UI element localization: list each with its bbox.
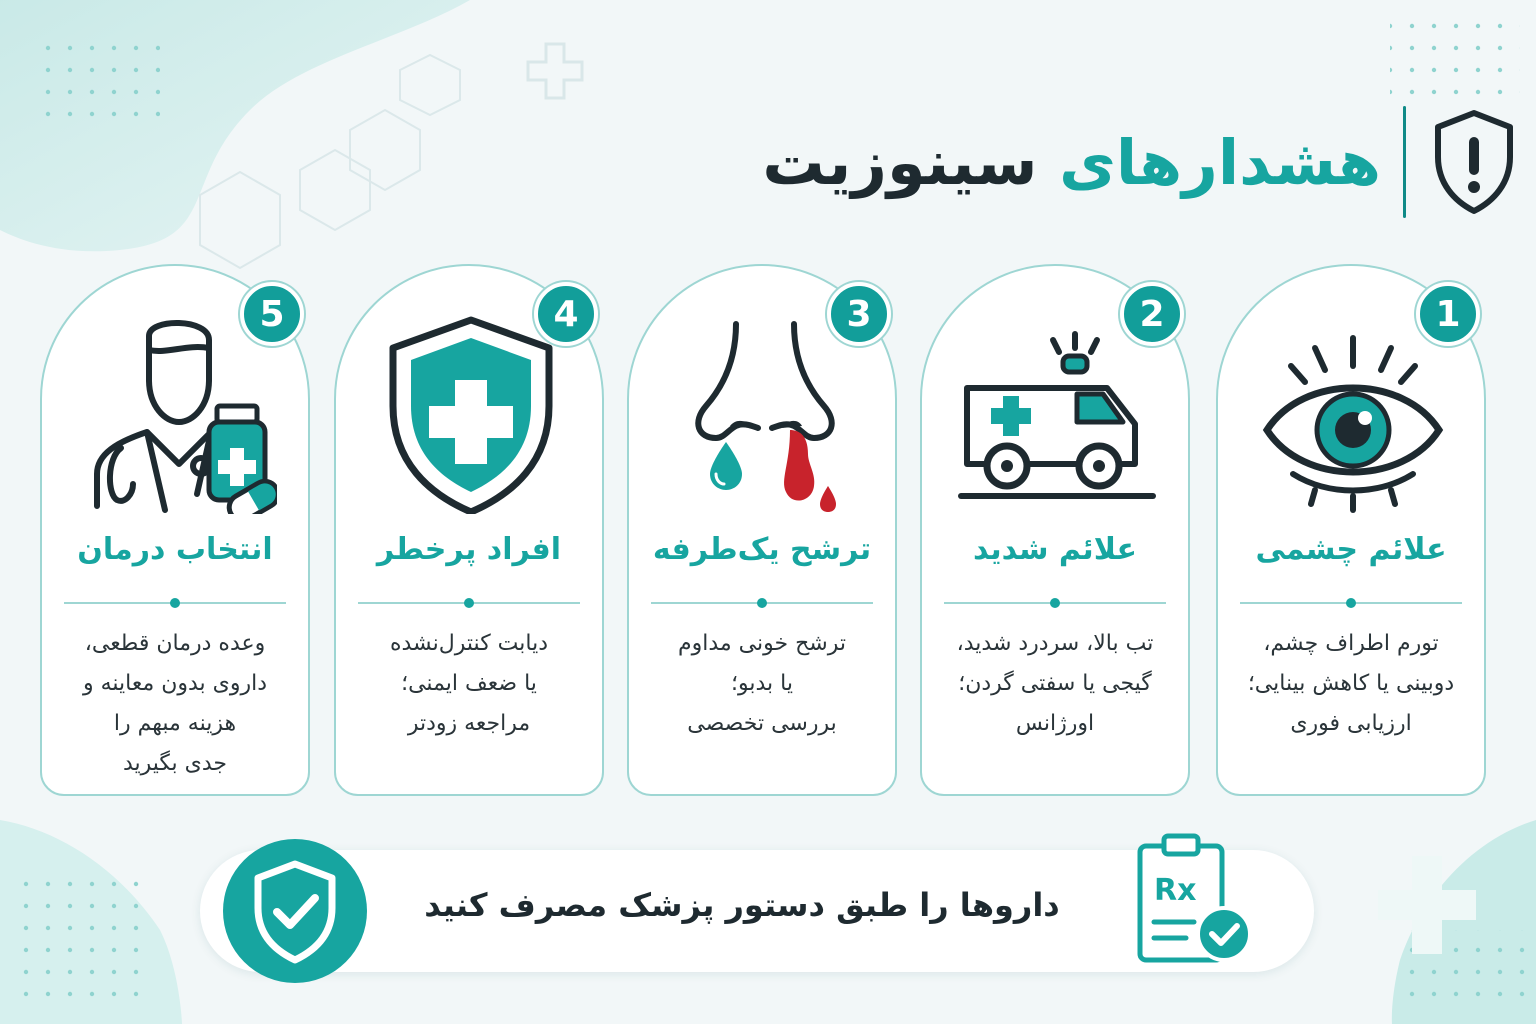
card-title: علائم شدید bbox=[973, 532, 1137, 567]
card-description bbox=[350, 624, 588, 744]
title-divider bbox=[1403, 106, 1406, 218]
card-title: افراد پرخطر bbox=[376, 532, 562, 567]
card-line: ارزیابی فوری bbox=[1290, 711, 1412, 736]
footer-banner bbox=[200, 850, 1314, 972]
nose-bleeding-icon bbox=[664, 314, 864, 514]
card-description bbox=[1232, 624, 1470, 744]
shield-plus-icon bbox=[371, 314, 571, 514]
card-number: 1 bbox=[1416, 282, 1480, 346]
svg-text:Rx: Rx bbox=[1154, 873, 1197, 908]
card-description bbox=[643, 624, 881, 744]
card-title: ترشح یک‌طرفه bbox=[652, 532, 872, 567]
ambulance-icon bbox=[957, 314, 1157, 514]
card-line: دیابت کنترل‌نشده bbox=[389, 631, 549, 656]
card-one-sided-discharge bbox=[627, 264, 897, 796]
card-line: جدی بگیرید bbox=[122, 751, 228, 776]
card-severe-symptoms bbox=[920, 264, 1190, 796]
card-line: گیجی یا سفتی گردن؛ bbox=[958, 671, 1152, 696]
card-number: 4 bbox=[534, 282, 598, 346]
card-line: داروی بدون معاینه و bbox=[82, 671, 268, 696]
card-line: دوبینی یا کاهش بینایی؛ bbox=[1247, 671, 1455, 696]
card-title: انتخاب درمان bbox=[77, 532, 273, 567]
card-description bbox=[56, 624, 294, 784]
eye-icon bbox=[1253, 314, 1453, 514]
card-line: یا ضعف ایمنی؛ bbox=[401, 671, 537, 696]
card-description bbox=[936, 624, 1174, 744]
footer-text: داروها را طبق دستور پزشک مصرف کنید bbox=[424, 886, 1060, 924]
card-line: مراجعه زودتر bbox=[407, 711, 531, 736]
card-divider bbox=[944, 602, 1166, 604]
card-line: اورژانس bbox=[1015, 711, 1095, 736]
card-line: وعده درمان قطعی، bbox=[84, 631, 266, 656]
card-number: 3 bbox=[827, 282, 891, 346]
title-accent-word: سینوزیت bbox=[762, 125, 1038, 199]
card-number: 2 bbox=[1120, 282, 1184, 346]
prescription-clipboard-icon bbox=[1132, 830, 1256, 970]
shield-check-icon bbox=[220, 836, 370, 986]
card-treatment-choice bbox=[40, 264, 310, 796]
card-divider bbox=[64, 602, 286, 604]
card-line: یا بدبو؛ bbox=[731, 671, 793, 696]
card-line: هزینه مبهم را bbox=[113, 711, 237, 736]
card-line: تورم اطراف چشم، bbox=[1263, 631, 1439, 656]
card-number: 5 bbox=[240, 282, 304, 346]
card-title: علائم چشمی bbox=[1255, 532, 1447, 567]
card-high-risk-people bbox=[334, 264, 604, 796]
card-eye-symptoms bbox=[1216, 264, 1486, 796]
title-text bbox=[762, 126, 1381, 199]
card-line: ترشح خونی مداوم bbox=[678, 631, 846, 656]
page-title bbox=[560, 92, 1520, 232]
shield-exclamation-icon bbox=[1428, 107, 1520, 217]
card-divider bbox=[358, 602, 580, 604]
card-divider bbox=[1240, 602, 1462, 604]
card-line: بررسی تخصصی bbox=[687, 711, 837, 736]
card-divider bbox=[651, 602, 873, 604]
title-dark-word: هشدارهای bbox=[1059, 125, 1381, 199]
doctor-medicine-icon bbox=[77, 314, 277, 514]
card-line: تب بالا، سردرد شدید، bbox=[956, 631, 1154, 656]
